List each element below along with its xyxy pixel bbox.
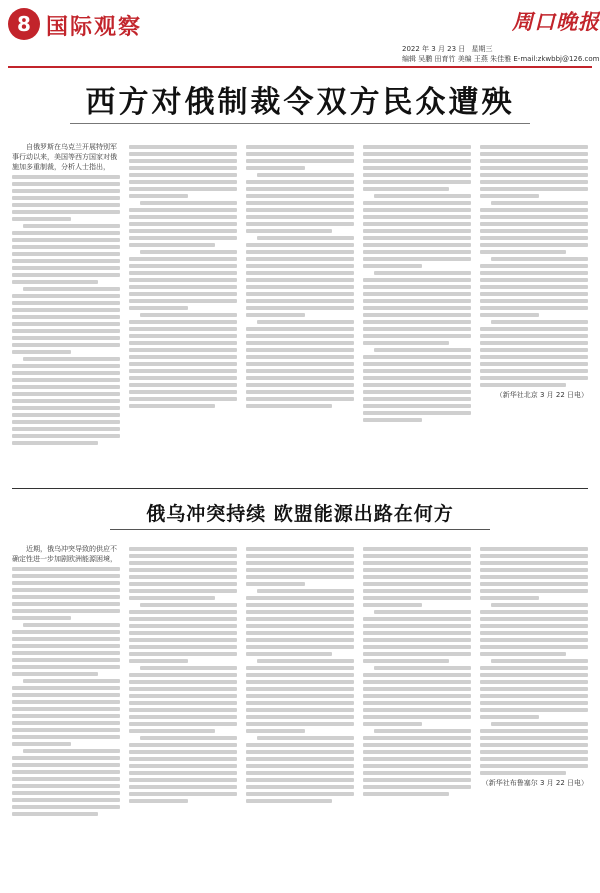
article1-column-5 xyxy=(480,142,588,482)
newspaper-logo: 周口晚报 xyxy=(512,9,600,34)
article1-column-2 xyxy=(129,142,237,482)
article2-headline-box xyxy=(110,500,490,530)
article1-intro-text: 自俄罗斯在乌克兰开展特别军事行动以来，美国等西方国家对俄施加多重制裁，分析人士指出， xyxy=(12,143,117,171)
issue-date: 2022 年 3 月 23 日 xyxy=(402,45,466,53)
article1-body xyxy=(12,142,588,482)
article-divider xyxy=(12,488,588,489)
page-number-badge: 8 xyxy=(8,8,40,40)
article2-column-5 xyxy=(480,544,588,884)
article2-column-4 xyxy=(363,544,471,884)
article2-column-3-text xyxy=(246,547,354,803)
article1-source: （新华社北京 3 月 22 日电） xyxy=(495,391,588,399)
article2-headline: 俄乌冲突持续 欧盟能源出路在何方 xyxy=(146,503,454,525)
article1-column-3-text xyxy=(246,145,354,408)
article1-column-4-text xyxy=(363,145,471,422)
article2-body xyxy=(12,544,588,884)
issue-weekday: 星期三 xyxy=(471,45,493,53)
issue-meta xyxy=(402,44,497,54)
article2-intro-text: 近期，俄乌冲突导致的供应不确定性进一步加剧欧洲能源困境， xyxy=(12,545,117,563)
designer-credit: 美编 王燕 朱佳雅 xyxy=(457,55,512,63)
masthead xyxy=(0,0,600,64)
article1-headline: 西方对俄制裁令双方民众遭殃 xyxy=(85,85,515,120)
article2-column-1-text xyxy=(12,567,120,816)
section-title: 国际观察 xyxy=(46,14,143,40)
article1-column-4 xyxy=(363,142,471,482)
issue-credits xyxy=(402,54,600,64)
article2-column-1 xyxy=(12,544,120,884)
article1-column-2-text xyxy=(129,145,237,408)
editor-credit: 编辑 吴鹏 田育竹 xyxy=(402,55,456,63)
contact-email: E-mail:zkwbbj@126.com xyxy=(513,55,600,63)
article2-column-2 xyxy=(129,544,237,884)
article1-column-5-text xyxy=(480,145,588,387)
article1-column-1-text xyxy=(12,175,120,445)
article2-column-5-text xyxy=(480,547,588,775)
article1-headline-box xyxy=(70,84,530,124)
article1-column-1 xyxy=(12,142,120,482)
article2-source: （新华社布鲁塞尔 3 月 22 日电） xyxy=(481,779,588,787)
header-rule xyxy=(8,66,592,68)
article2-column-3 xyxy=(246,544,354,884)
article1-column-3 xyxy=(246,142,354,482)
article2-column-4-text xyxy=(363,547,471,796)
article2-column-2-text xyxy=(129,547,237,803)
